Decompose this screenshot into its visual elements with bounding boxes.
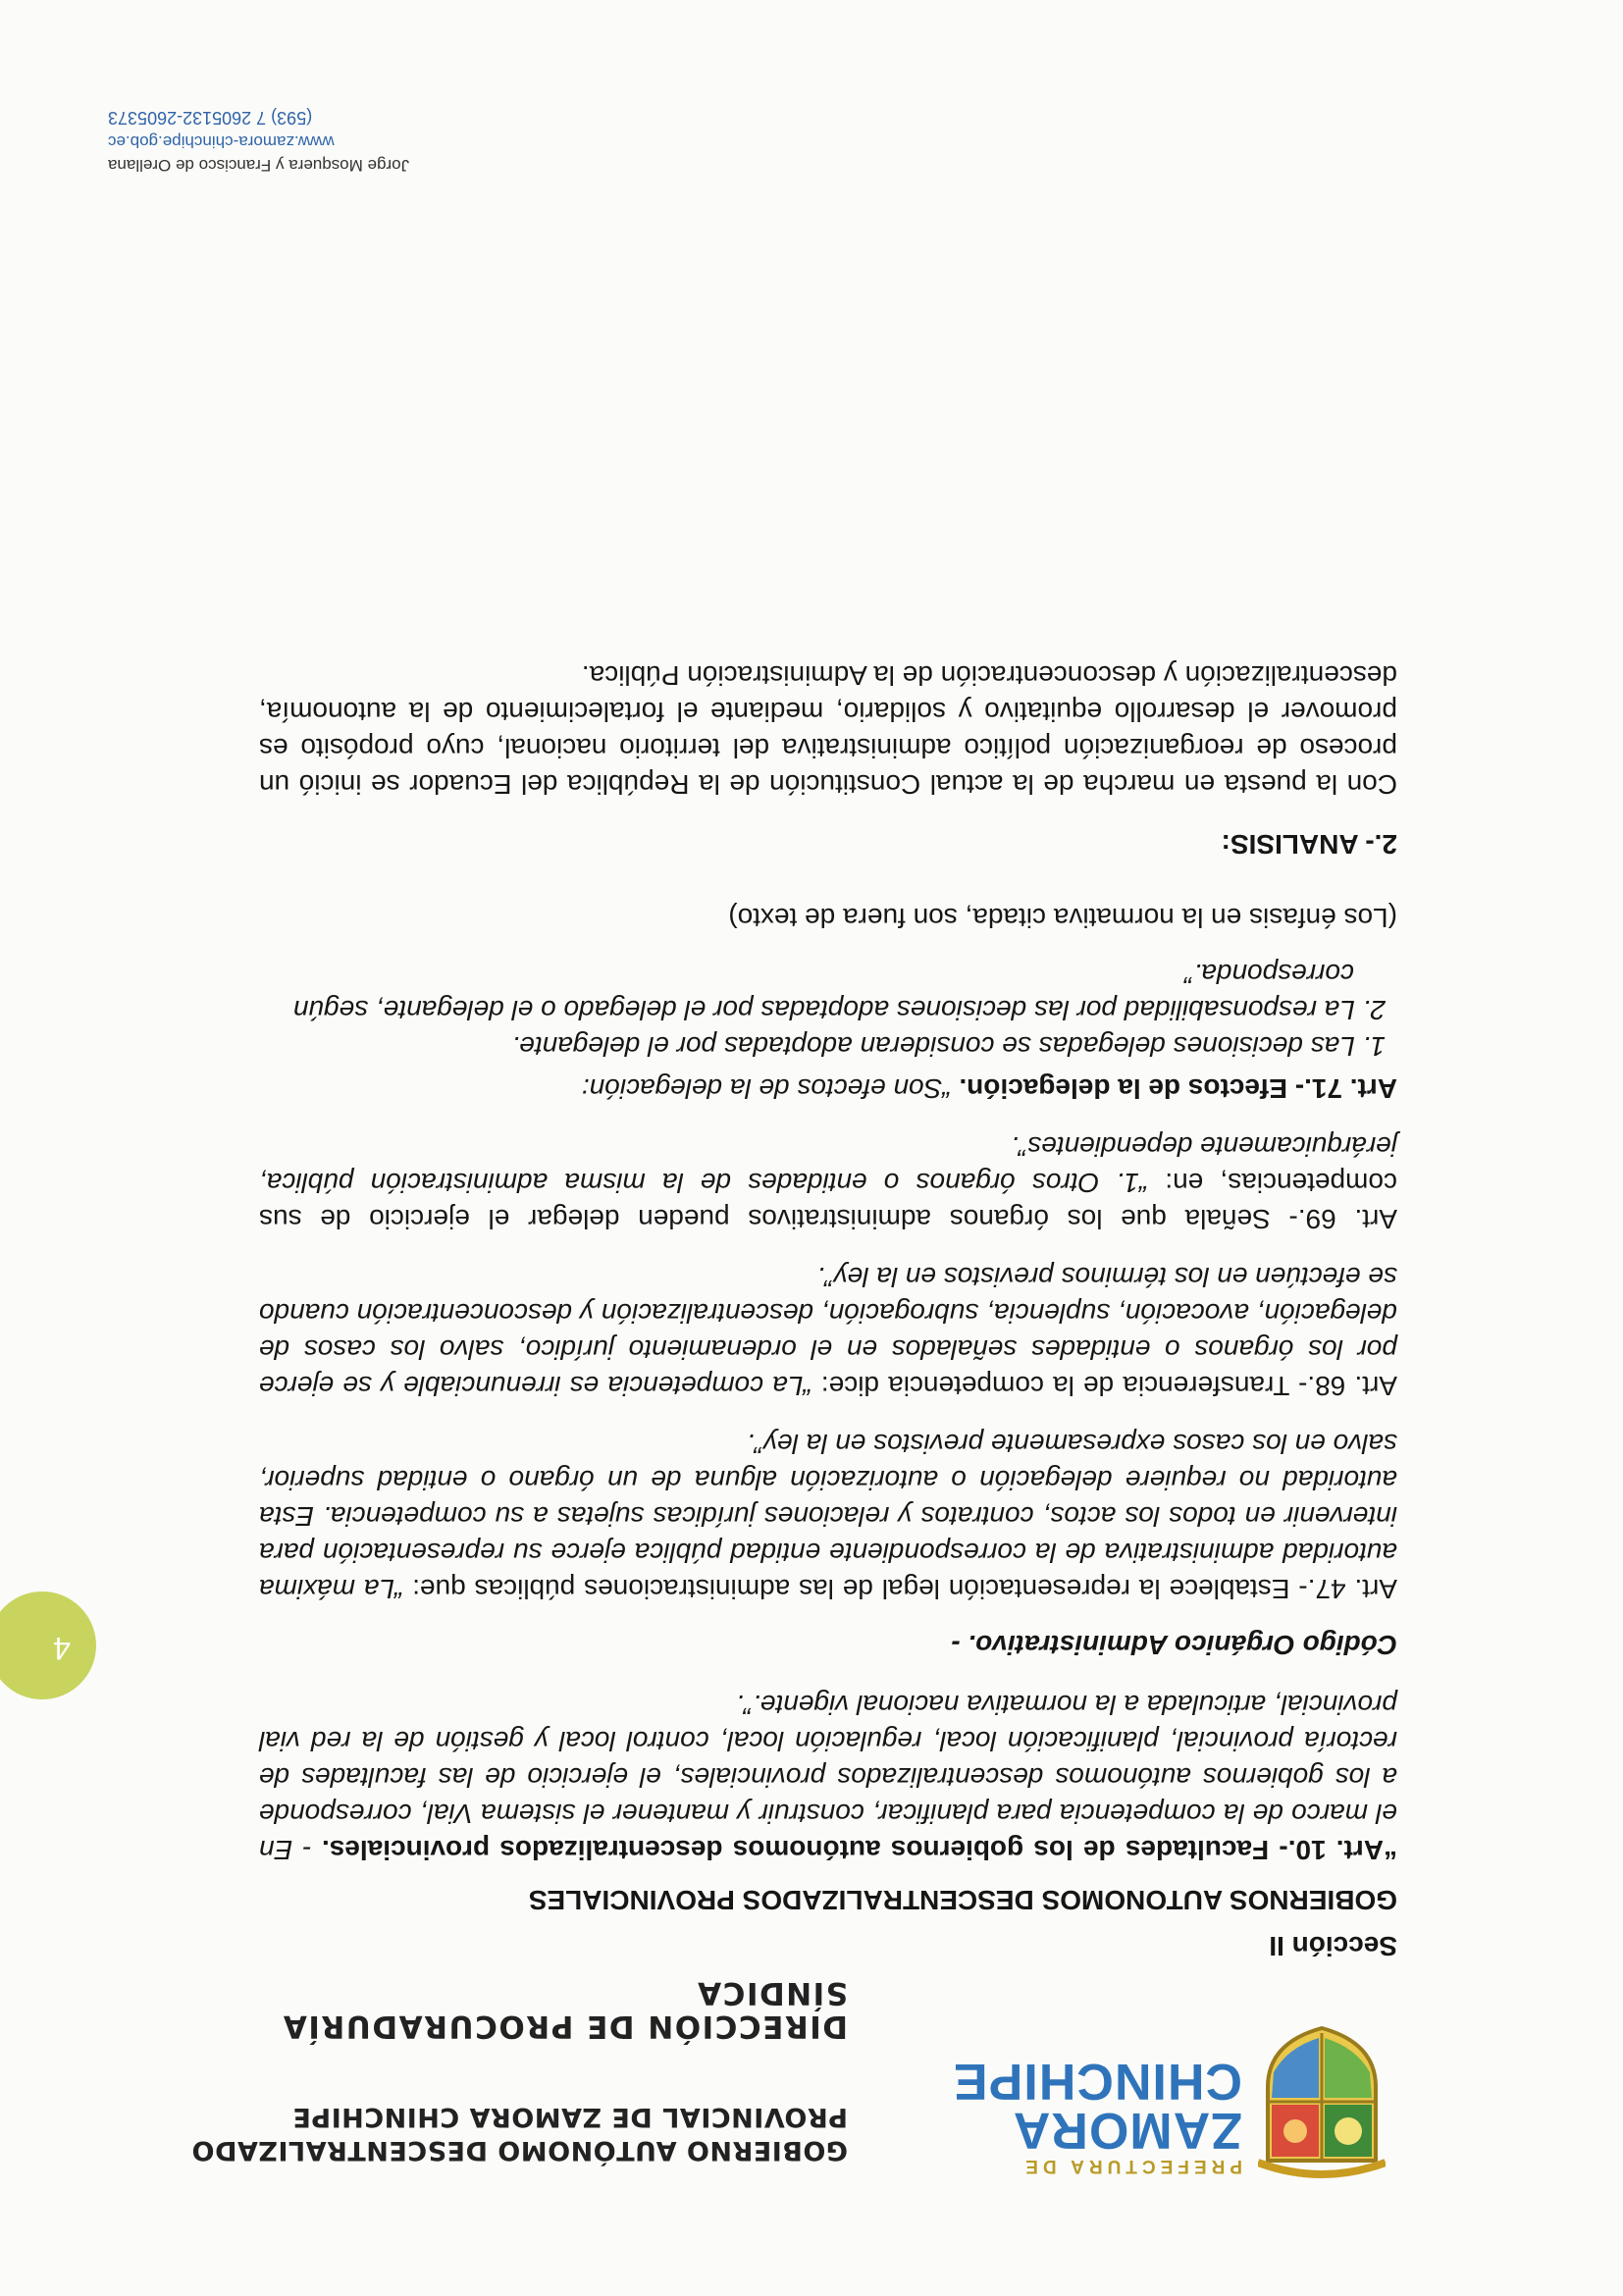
list-item: 1. Las decisiones delegadas se consideran adoptadas por el delegante. <box>511 1031 1386 1062</box>
analysis-paragraph: Con la puesta en marcha de la actual Constitución de la República del Ecuador se inició un proceso de reorganización político administrativa del territorio nacional, cuyo propósito es promover el desarrollo equitativo y solidario, mediante el fortalecimiento de la autonomía, descentralización y desconcentración de la Administración Pública. <box>259 660 1397 800</box>
art-69-quote: “1. Otros órganos o entidades de la misma administración pública, jerárquicamente dependientes”. <box>259 1131 1397 1198</box>
office-title: DIRECCIÓN DE PROCURADURÍA SÍNDICA <box>282 1975 848 2044</box>
art-71-lead: Art. 71.- Efectos de la delegación. <box>959 1073 1397 1104</box>
footer-phone: (593) 7 2605132-2605373 <box>108 108 313 128</box>
document-body <box>259 657 1397 1964</box>
list-item: 2. La responsabilidad por las decisiones adoptadas por el delegado o el delegante, según corresponda.” <box>292 959 1386 1025</box>
section-number: Sección II <box>1269 1931 1397 1961</box>
art-71-quote: “Son efectos de la delegación: <box>581 1073 960 1104</box>
art-71-list <box>259 956 1397 1065</box>
emphasis-note: (Los énfasis en la normativa citada, son fuera de texto) <box>728 903 1397 933</box>
footer-address: Jorge Mosquera y Francisco de Orellana <box>108 156 410 175</box>
art-69-paragraph <box>259 1128 1397 1237</box>
footer-website: www.zamora-chinchipe.gob.ec <box>108 132 335 151</box>
institution-title-line1: GOBIERNO AUTÓNOMO DESCENTRALIZADO <box>191 2135 848 2166</box>
page-number: 4 <box>53 1631 71 1666</box>
institution-titles <box>122 1976 848 2166</box>
section-title: GOBIERNOS AUTONOMOS DESCENTRALIZADOS PROVINCIALES <box>528 1885 1397 1915</box>
art-68-quote: “La competencia es irrenunciable y se ejerce por los órganos o entidades señalados en el ordenamiento jurídico, salvo los casos de delegación, avocación, suplencia, subrogación, descentralización y desconcentración cuando se efectúen en los términos previstos en la ley”. <box>259 1262 1397 1401</box>
art-68-paragraph <box>259 1259 1397 1404</box>
art-69-intro: Art. 69.- Señala que los órganos administrativos pueden delegar el ejercicio de sus competencias, en: <box>259 1168 1397 1234</box>
footer-contact <box>108 106 599 177</box>
coat-of-arms-icon <box>1258 2023 1386 2180</box>
prefecture-logo <box>887 1994 1397 2190</box>
letterhead <box>122 1975 1397 2190</box>
institution-title-line2: PROVINCIAL DE ZAMORA CHINCHIPE <box>291 2102 848 2132</box>
analysis-heading: 2.- ANALISIS: <box>1221 829 1397 860</box>
logo-wordmark <box>952 2053 1242 2176</box>
art-10-paragraph <box>259 1687 1397 1868</box>
art-10-lead: “Art. 10.- Facultades de los gobiernos autónomos descentralizados provinciales. <box>321 1835 1397 1865</box>
art-47-quote: “La máxima autoridad administrativa de la correspondiente entidad pública ejerce su representación para intervenir en todos los actos, contratos y relaciones jurídicas sujetas a su competencia. Esta autoridad no requiere delegación o autorización alguna de un órgano o entidad superior, salvo en los casos expresamente previstos en la ley”. <box>259 1429 1397 1604</box>
art-47-paragraph <box>259 1426 1397 1607</box>
codigo-heading: Código Orgánico Administrativo. - <box>951 1630 1397 1660</box>
logo-line-chinchipe: CHINCHIPE <box>952 2053 1242 2110</box>
logo-prefix: PREFECTURA DE <box>1021 2156 1242 2176</box>
art-10-text: - En el marco de la competencia para planificar, construir y mantener el sistema Vial, corresponde a los gobiernos autónomos descentralizados provinciales, el ejercicio de las facultades de rectoría provincial, planificación local, regulación local, control local y gestión de la red vial provincial, articulada a la normativa nacional vigente.”. <box>259 1690 1397 1865</box>
page-number-badge <box>0 1592 96 1699</box>
art-47-intro: Art. 47.- Establece la representación legal de las administraciones públicas que: <box>403 1574 1397 1604</box>
art-68-intro: Art. 68.- Transferencia de la competencia dice: <box>812 1371 1397 1401</box>
logo-line-zamora: ZAMORA <box>1012 2102 1242 2159</box>
art-71-paragraph <box>259 1070 1397 1107</box>
